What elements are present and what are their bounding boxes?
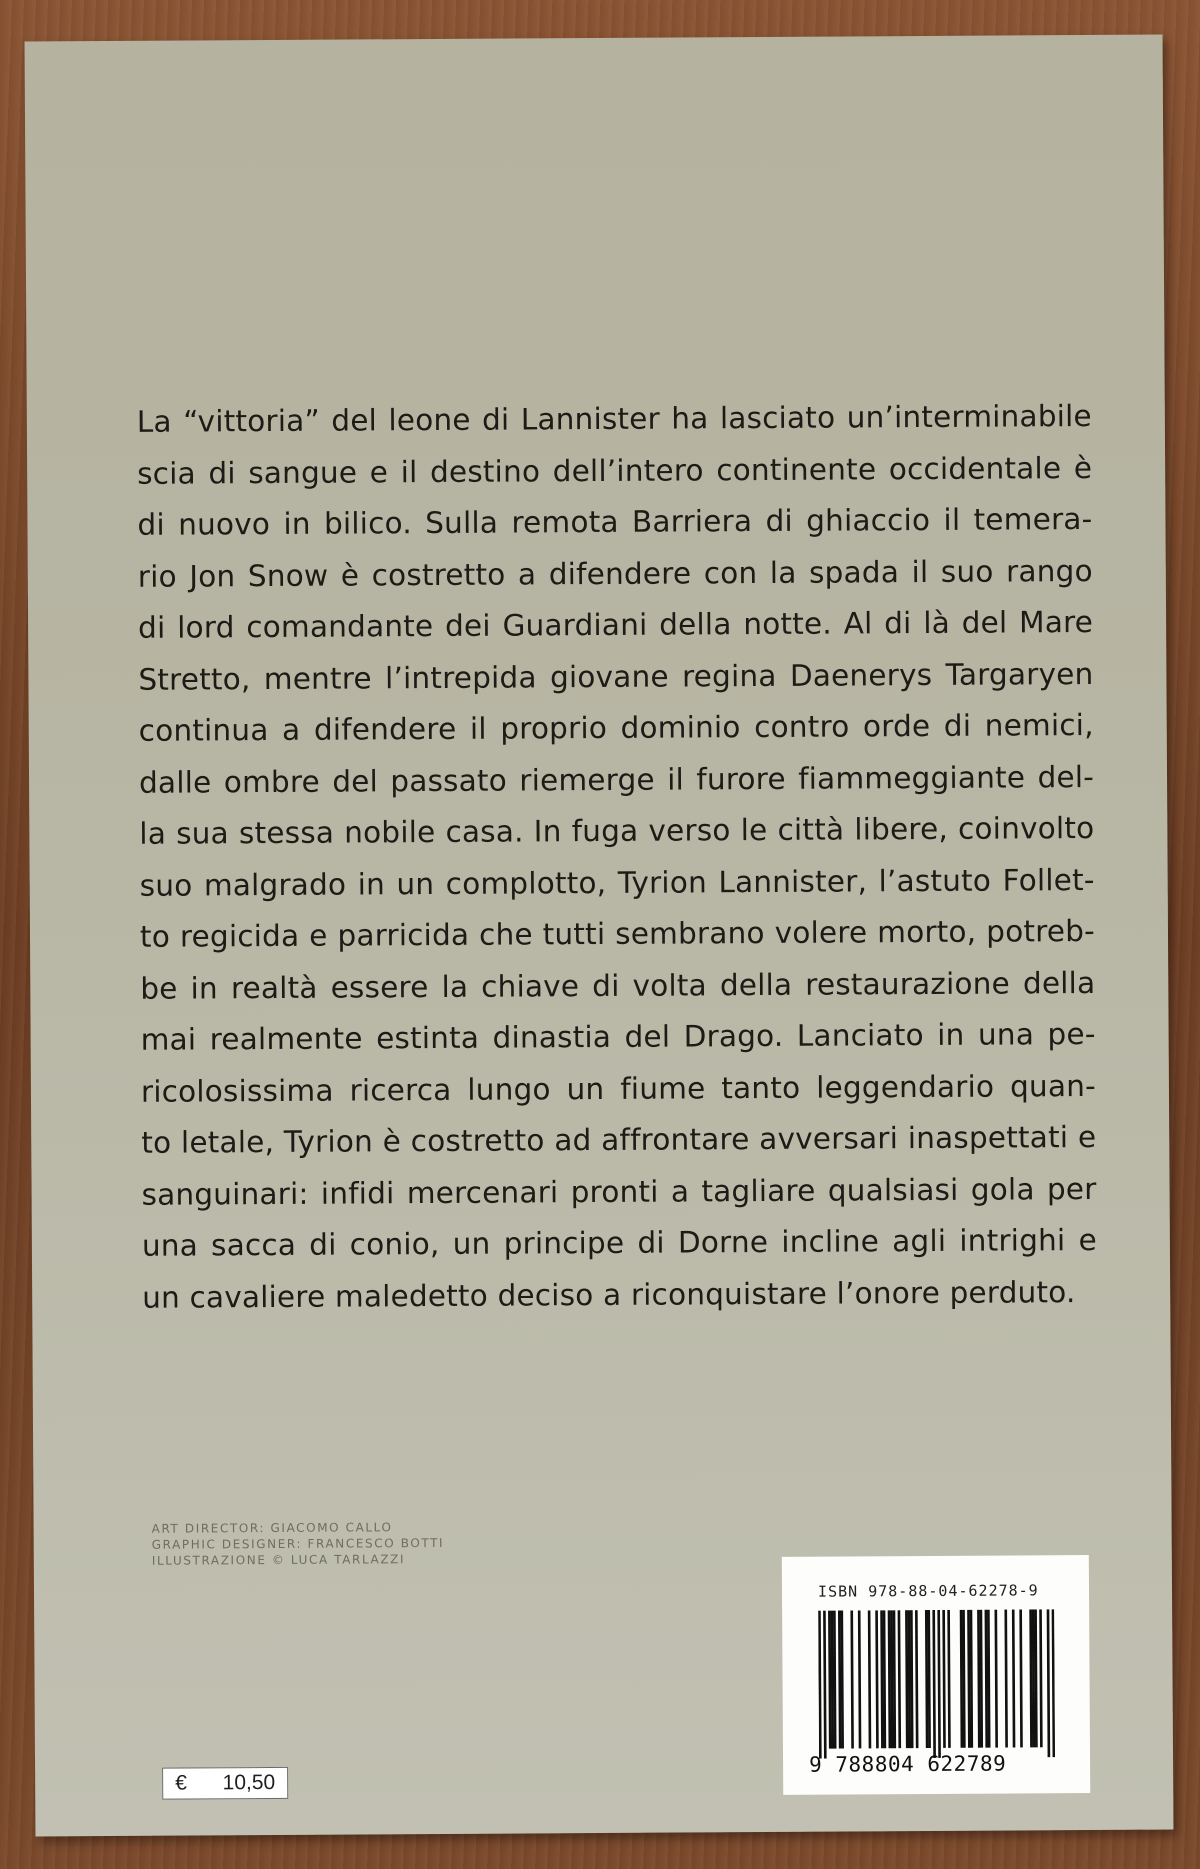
barcode-bar	[942, 1610, 945, 1748]
barcode-bar	[1052, 1609, 1055, 1757]
blurb-line: una sacca di conio, un principe di Dorne incline agli intrighi e	[141, 1222, 1097, 1263]
blurb-line: dalle ombre del passato riemerge il furore fiammeggiante del-	[138, 759, 1095, 800]
blurb-line: suo malgrado in un complotto, Tyrion Lannister, l’astuto Follet-	[139, 862, 1095, 903]
blurb-line: La “vittoria” del leone di Lannister ha lasciato un’interminabile	[136, 398, 1092, 439]
blurb-line: rio Jon Snow è costretto a difendere con la spada il suo rango	[137, 553, 1093, 594]
blurb-line: continua a difendere il proprio dominio contro orde di nemici,	[138, 707, 1094, 748]
barcode-icon	[818, 1609, 1055, 1758]
blurb-line: to regicida e parricida che tutti sembrano volere morto, potreb-	[139, 913, 1096, 954]
ean-digits: 9 788804 622789	[808, 1751, 1007, 1777]
barcode-bar	[868, 1610, 871, 1748]
barcode-bar	[1004, 1610, 1007, 1748]
barcode-bar	[1019, 1609, 1022, 1747]
blurb-line: scia di sangue e il destino dell’intero continente occidentale è	[137, 450, 1093, 491]
barcode-bar	[932, 1610, 936, 1758]
barcode-bar	[1039, 1609, 1042, 1747]
barcode-bar	[1012, 1609, 1015, 1747]
graphic-designer-credit: GRAPHIC DESIGNER: FRANCESCO BOTTI	[151, 1535, 445, 1552]
blurb-line: la sua stessa nobile casa. In fuga verso le città libere, coinvolto	[139, 810, 1095, 851]
art-director-credit: ART DIRECTOR: GIACOMO CALLO	[151, 1520, 393, 1536]
illustration-credit: ILLUSTRAZIONE © LUCA TARLAZZI	[151, 1552, 406, 1568]
barcode-bar	[875, 1610, 878, 1748]
price-label	[162, 1767, 288, 1800]
barcode-bar	[995, 1610, 998, 1748]
barcode-bar	[915, 1610, 918, 1748]
barcode-bar	[947, 1610, 950, 1748]
blurb-line: be in realtà essere la chiave di volta della restaurazione della	[140, 965, 1096, 1006]
euro-icon: €	[175, 1771, 187, 1795]
barcode-bar	[1047, 1609, 1051, 1757]
blurb-line: di nuovo in bilico. Sulla remota Barriera di ghiaccio il temera-	[137, 501, 1093, 542]
blurb-line: Stretto, mentre l’intrepida giovane regina Daenerys Targaryen	[138, 656, 1094, 697]
isbn-number: ISBN 978-88-04-62278-9	[817, 1581, 1039, 1601]
barcode-bar	[823, 1611, 827, 1759]
blurb-line: un cavaliere maledetto deciso a riconquistare l’onore perduto.	[142, 1274, 1076, 1315]
blurb-text	[137, 391, 1098, 1324]
barcode-bar	[850, 1610, 853, 1748]
credits-block	[152, 1519, 445, 1569]
blurb-line: mai realmente estinta dinastia del Drago. Lanciato in una pe-	[140, 1016, 1096, 1057]
barcode-bar	[818, 1611, 822, 1759]
barcode-bar	[937, 1610, 941, 1758]
barcode-bar	[858, 1610, 861, 1748]
price-amount: 10,50	[222, 1770, 276, 1795]
book-back-cover	[25, 35, 1174, 1837]
blurb-line: ricolosissima ricerca lungo un fiume tanto leggendario quan-	[140, 1068, 1097, 1109]
barcode-bar	[898, 1610, 901, 1748]
blurb-line: di lord comandante dei Guardiani della notte. Al di là del Mare	[138, 604, 1094, 645]
blurb-line: sanguinari: infidi mercenari pronti a tagliare qualsiasi gola per	[141, 1171, 1097, 1212]
barcode-panel	[782, 1555, 1090, 1795]
blurb-line: to letale, Tyrion è costretto ad affrontare avversari inaspettati e	[141, 1119, 1097, 1160]
